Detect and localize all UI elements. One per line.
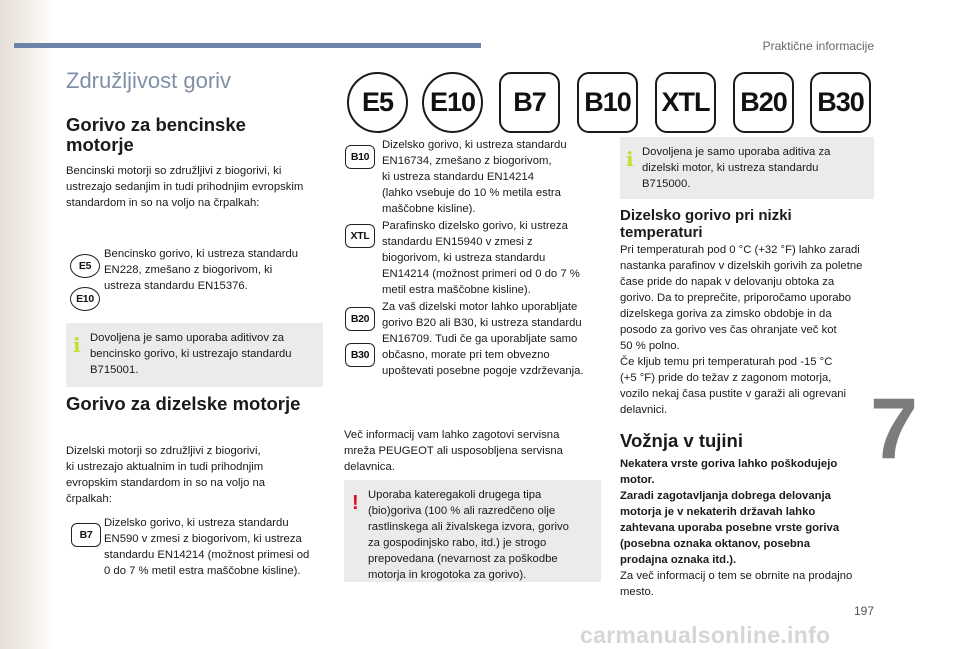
cold-text [620, 242, 862, 418]
abroad-text [620, 456, 852, 600]
b7-big-badge: B7 [499, 72, 560, 133]
text-line: EN590 v zmesi z biogorivom, ki ustreza [104, 533, 302, 545]
e10-big-badge: E10 [422, 72, 483, 133]
text-line: (posebna oznaka oktanov, posebna [620, 538, 810, 550]
text-line: posodo za gorivo ves čas ohranjate več kot [620, 324, 837, 336]
petrol-intro [66, 163, 328, 211]
text-line: vozilo nekaj časa pustite v garaži ali ogrevani [620, 388, 847, 400]
text-line: EN16734, zmešano z biogorivom, [382, 155, 552, 167]
text-line: prodajna oznaka itd.). [620, 554, 737, 566]
e5-badge: E5 [70, 254, 100, 278]
watermark: carmanualsonline.info [580, 622, 831, 648]
left-decorative-strip [0, 0, 52, 649]
text-line: delavnica. [344, 461, 395, 473]
text-line: metil estra maščobne kisline). [382, 284, 531, 296]
text-line: standardu EN14214 (možnost primesi od [104, 549, 310, 561]
diesel-info-note [620, 137, 874, 199]
text-line: Nekatera vrste goriva lahko poškodujejo [620, 458, 838, 470]
text-line: delavnici. [620, 404, 668, 416]
text-line: EN16709. Tudi če ga uporabljate samo [382, 333, 578, 345]
page-number: 197 [853, 604, 874, 618]
text-line: zahtevana uporaba posebne vrste goriva [620, 522, 840, 534]
b20-badge: B20 [345, 307, 375, 331]
cold-heading-line-1: Dizelsko gorivo pri nizki [620, 207, 792, 224]
text-line: rastlinskega ali živalskega izvora, gorivo [368, 521, 569, 533]
text-line: Parafinsko dizelsko gorivo, ki ustreza [382, 220, 568, 232]
text-line: standardu EN15940 v zmesi z [382, 236, 533, 248]
text-line: gorivo. Da to preprečite, priporočamo uporabo [620, 292, 852, 304]
xtl-big-badge: XTL [655, 72, 716, 133]
info-icon: i [626, 147, 634, 171]
text-line: Pri temperaturah pod 0 °C (+32 °F) lahko zaradi [620, 244, 860, 256]
page-title: Združljivost goriv [66, 68, 232, 93]
b20-big-badge: B20 [733, 72, 794, 133]
text-line: Zaradi zagotavljanja dobrega delovanja [620, 490, 831, 502]
text-line: Če kljub temu pri temperaturah pod -15 °C [620, 356, 833, 368]
text-line: prepovedana (nevarnost za poškodbe [368, 553, 558, 565]
petrol-heading-line-2: motorje [66, 134, 134, 155]
text-line: 0 do 7 % metil estra maščobne kisline). [104, 565, 301, 577]
text-line: Dizelsko gorivo, ki ustreza standardu [382, 139, 567, 151]
e5-big-badge: E5 [347, 72, 408, 133]
text-line: črpalkah: [66, 493, 112, 505]
text-line: EN14214 (možnost primeri od 0 do 7 % [382, 268, 580, 280]
text-line: biogorivom, ki ustreza standardu [382, 252, 546, 264]
text-line: motorja in krogotoka za gorivo). [368, 569, 527, 581]
petrol-description [104, 246, 298, 294]
text-line: Dizelsko gorivo, ki ustreza standardu [104, 517, 289, 529]
text-line: dizelskega goriva za zimsko obdobje in da [620, 308, 832, 320]
abroad-heading: Vožnja v tujini [620, 430, 743, 451]
text-line: gorivo B20 ali B30, ki ustreza standardu [382, 317, 582, 329]
info-icon: i [73, 333, 81, 357]
petrol-info-note [66, 323, 323, 387]
text-line: upoštevati posebne pogoje vzdrževanja. [382, 365, 584, 377]
fuel-warning-note [344, 480, 601, 582]
text-line: Za vaš dizelski motor lahko uporabljate [382, 301, 578, 313]
text-line: 50 % polno. [620, 340, 680, 352]
text-line: EN228, zmešano z biogorivom, ki [104, 264, 273, 276]
cold-heading-line-2: temperaturi [620, 224, 703, 241]
text-line: maščobne kisline). [382, 203, 476, 215]
warning-icon: ! [352, 492, 359, 514]
text-line: Za več informacij o tem se obrnite na prodajno [620, 570, 853, 582]
text-line: motorja je v nekaterih državah lahko [620, 506, 816, 518]
text-line: občasno, morate pri tem obvezno [382, 349, 550, 361]
diesel-intro [66, 443, 265, 507]
text-line: standardom in so na voljo na črpalkah: [66, 197, 260, 209]
e10-badge: E10 [70, 287, 100, 311]
text-line: nastanka parafinov v dizelskih gorivih za poletne [620, 260, 863, 272]
text-line: dizelski motor, ki ustreza standardu [642, 162, 819, 174]
text-line: ustreza standardu EN15376. [104, 280, 248, 292]
text-line: ki ustrezajo aktualnim in tudi prihodnjim [66, 461, 264, 473]
b30-badge: B30 [345, 343, 375, 367]
petrol-heading [66, 115, 246, 155]
text-line: mreža PEUGEOT ali usposobljena servisna [344, 445, 563, 457]
text-line: motor. [620, 474, 655, 486]
text-line: (+5 °F) pride do težav z zagonom motorja, [620, 372, 832, 384]
xtl-description [382, 218, 580, 298]
text-line: bencinsko gorivo, ki ustrezajo standardu [90, 348, 292, 360]
b10-big-badge: B10 [577, 72, 638, 133]
b10-description [382, 137, 567, 217]
b20-b30-description [382, 299, 584, 379]
petrol-heading-line-1: Gorivo za bencinske [66, 114, 246, 135]
text-line: Bencinsko gorivo, ki ustreza standardu [104, 248, 299, 260]
text-line: za gospodinjsko rabo, itd.) je strogo [368, 537, 547, 549]
b7-description [104, 515, 309, 579]
b7-badge: B7 [71, 523, 101, 547]
text-line: ki ustreza standardu EN14214 [382, 171, 534, 183]
text-line: Uporaba kateregakoli drugega tipa [368, 489, 542, 501]
b30-big-badge: B30 [810, 72, 871, 133]
text-line: B715001. [90, 364, 139, 376]
text-line: mesto. [620, 586, 654, 598]
header-accent-bar [14, 43, 481, 48]
chapter-number: 7 [870, 381, 918, 477]
text-line: evropskim standardom in so na voljo na [66, 477, 266, 489]
text-line: Dizelski motorji so združljivi z biogorivi, [66, 445, 261, 457]
section-header: Praktične informacije [762, 39, 874, 53]
text-line: B715000. [642, 178, 691, 190]
text-line: (lahko vsebuje do 10 % metila estra [382, 187, 561, 199]
text-line: (bio)goriva (100 % ali razredčeno olje [368, 505, 556, 517]
xtl-badge: XTL [345, 224, 375, 248]
b10-badge: B10 [345, 145, 375, 169]
text-line: Dovoljena je samo uporaba aditivov za [90, 332, 285, 344]
text-line: Dovoljena je samo uporaba aditiva za [642, 146, 831, 158]
text-line: ustrezajo sedanjim in tudi prihodnjim evropskim [66, 181, 304, 193]
diesel-heading: Gorivo za dizelske motorje [66, 393, 301, 414]
text-line: Več informacij vam lahko zagotovi servisna [344, 429, 560, 441]
cold-heading [620, 207, 792, 241]
text-line: čase pride do napak v delovanju obtoka za [620, 276, 835, 288]
more-info-text [344, 427, 563, 475]
text-line: Bencinski motorji so združljivi z biogorivi, ki [66, 165, 282, 177]
